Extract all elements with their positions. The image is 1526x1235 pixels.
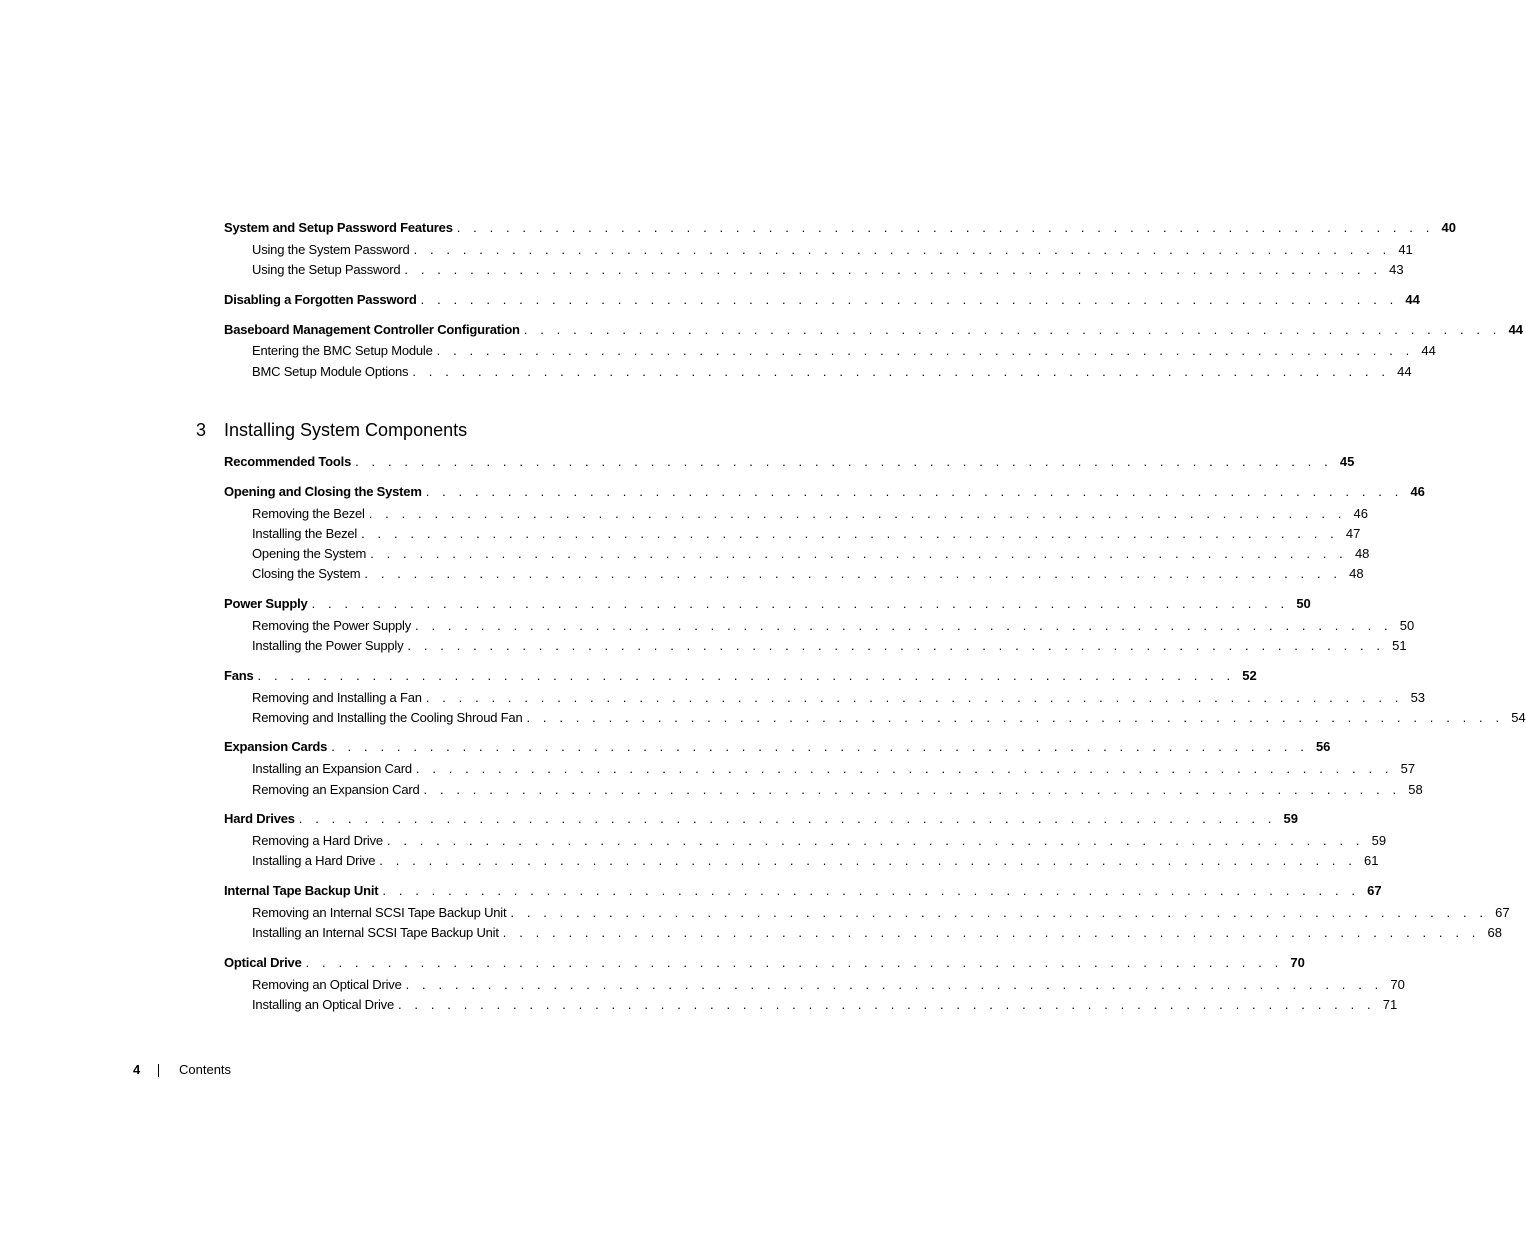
- toc-entry-title: Power Supply: [224, 596, 308, 611]
- chapter-title: Installing System Components: [224, 420, 468, 440]
- footer-label: Contents: [179, 1062, 232, 1077]
- toc-entry[interactable]: [252, 525, 1361, 543]
- toc-entry-page: 51: [1392, 638, 1407, 653]
- toc-entry-page: 68: [1487, 925, 1502, 940]
- toc-entry-page: 46: [1353, 506, 1368, 521]
- toc-entry-title: Removing the Power Supply: [252, 618, 412, 633]
- toc-entry-page: 44: [1508, 322, 1524, 337]
- toc-entry-title: Opening and Closing the System: [224, 484, 422, 499]
- footer-page-number: 4: [133, 1062, 141, 1077]
- dot-leader: . . . . . . . . . . . . . . . . . . . . . . . . . . . . . . . . . . . . . . . . . . . . . . . . . . . . . . . . . . . .: [456, 220, 1434, 235]
- dot-leader: . . . . . . . . . . . . . . . . . . . . . . . . . . . . . . . . . . . . . . . . . . . . . . . . . . . . . . . . . . . .: [331, 739, 1309, 754]
- dot-leader: . . . . . . . . . . . . . . . . . . . . . . . . . . . . . . . . . . . . . . . . . . . . . . . . . . . . . . . . . . . .: [423, 782, 1401, 797]
- toc-entry-page: 44: [1405, 292, 1420, 307]
- dot-leader: . . . . . . . . . . . . . . . . . . . . . . . . . . . . . . . . . . . . . . . . . . . . . . . . . . . . . . . . . . . .: [415, 618, 1393, 633]
- toc-entry-page: 67: [1495, 905, 1510, 920]
- toc-entry-page: 44: [1421, 343, 1436, 358]
- toc-entry-page: 57: [1400, 761, 1416, 776]
- toc-entry[interactable]: [252, 760, 1416, 778]
- dot-leader: . . . . . . . . . . . . . . . . . . . . . . . . . . . . . . . . . . . . . . . . . . . . . . . . . . . . . . . . . . . .: [379, 853, 1357, 868]
- dot-leader: . . . . . . . . . . . . . . . . . . . . . . . . . . . . . . . . . . . . . . . . . . . . . . . . . . . . . . . . . . . .: [407, 638, 1385, 653]
- dot-leader: . . . . . . . . . . . . . . . . . . . . . . . . . . . . . . . . . . . . . . . . . . . . . . . . . . . . . . . . . . . .: [404, 262, 1382, 277]
- toc-entry[interactable]: [224, 738, 1331, 756]
- toc-entry-title: Opening the System: [252, 546, 367, 561]
- toc-entry-page: 50: [1399, 618, 1415, 633]
- toc-entry[interactable]: [252, 852, 1379, 870]
- toc-entry-title: Entering the BMC Setup Module: [252, 343, 433, 358]
- toc-entry[interactable]: [224, 483, 1425, 501]
- dot-leader: . . . . . . . . . . . . . . . . . . . . . . . . . . . . . . . . . . . . . . . . . . . . . . . . . . . . . . . . . . . .: [523, 322, 1502, 337]
- toc-entry[interactable]: [252, 781, 1423, 799]
- toc-entry-title: Installing a Hard Drive: [252, 853, 376, 868]
- dot-leader: . . . . . . . . . . . . . . . . . . . . . . . . . . . . . . . . . . . . . . . . . . . . . . . . . . . . . . . . . . . .: [425, 690, 1404, 705]
- toc-entry-page: 44: [1397, 364, 1412, 379]
- dot-leader: . . . . . . . . . . . . . . . . . . . . . . . . . . . . . . . . . . . . . . . . . . . . . . . . . . . . . . . . . . . .: [370, 546, 1348, 561]
- toc-entry-page: 54: [1511, 710, 1526, 725]
- toc-entry[interactable]: [252, 545, 1370, 563]
- dot-leader: . . . . . . . . . . . . . . . . . . . . . . . . . . . . . . . . . . . . . . . . . . . . . . . . . . . . . . . . . . . .: [386, 833, 1365, 848]
- toc-entry-title: Using the Setup Password: [252, 262, 401, 277]
- toc-entry[interactable]: [252, 565, 1364, 583]
- toc-entry[interactable]: [252, 637, 1407, 655]
- toc-entry-title: Expansion Cards: [224, 739, 328, 754]
- dot-leader: . . . . . . . . . . . . . . . . . . . . . . . . . . . . . . . . . . . . . . . . . . . . . . . . . . . . . . . . . . . .: [415, 761, 1394, 776]
- dot-leader: . . . . . . . . . . . . . . . . . . . . . . . . . . . . . . . . . . . . . . . . . . . . . . . . . . . . . . . . . . . .: [413, 242, 1391, 257]
- toc-entry-page: 61: [1364, 853, 1379, 868]
- toc-entry[interactable]: [252, 342, 1436, 360]
- toc-entry-title: Installing an Internal SCSI Tape Backup Unit: [252, 925, 499, 940]
- dot-leader: . . . . . . . . . . . . . . . . . . . . . . . . . . . . . . . . . . . . . . . . . . . . . . . . . . . . . . . . . . . .: [361, 526, 1339, 541]
- toc-entry[interactable]: [224, 453, 1355, 471]
- toc-entry-page: 50: [1296, 596, 1311, 611]
- toc-entry[interactable]: [252, 505, 1368, 523]
- toc-entry[interactable]: [252, 832, 1387, 850]
- toc-entry-title: Removing an Internal SCSI Tape Backup Unit: [252, 905, 507, 920]
- footer-divider: [158, 1064, 159, 1077]
- toc-entry[interactable]: [224, 219, 1456, 237]
- toc-entry-page: 71: [1382, 997, 1398, 1012]
- dot-leader: . . . . . . . . . . . . . . . . . . . . . . . . . . . . . . . . . . . . . . . . . . . . . . . . . . . . . . . . . . . .: [355, 454, 1333, 469]
- dot-leader: . . . . . . . . . . . . . . . . . . . . . . . . . . . . . . . . . . . . . . . . . . . . . . . . . . . . . . . . . . . .: [502, 925, 1480, 940]
- toc-entry-title: Removing and Installing the Cooling Shroud Fan: [252, 710, 523, 725]
- toc-entry-title: System and Setup Password Features: [224, 220, 453, 235]
- toc-entry[interactable]: [252, 976, 1405, 994]
- toc-entry-title: Fans: [224, 668, 254, 683]
- toc-entry[interactable]: [252, 996, 1398, 1014]
- chapter-number: 3: [196, 420, 207, 440]
- toc-entry-page: 58: [1408, 782, 1423, 797]
- toc-entry-page: 70: [1290, 955, 1305, 970]
- toc-entry[interactable]: [224, 954, 1305, 972]
- toc-entry-page: 53: [1410, 690, 1426, 705]
- toc-entry-page: 59: [1371, 833, 1387, 848]
- toc-entry-title: Closing the System: [252, 566, 361, 581]
- toc-entry-title: Removing an Expansion Card: [252, 782, 420, 797]
- toc-entry-title: Hard Drives: [224, 811, 295, 826]
- toc-entry-page: 43: [1389, 262, 1404, 277]
- dot-leader: . . . . . . . . . . . . . . . . . . . . . . . . . . . . . . . . . . . . . . . . . . . . . . . . . . . . . . . . . . . .: [510, 905, 1488, 920]
- dot-leader: . . . . . . . . . . . . . . . . . . . . . . . . . . . . . . . . . . . . . . . . . . . . . . . . . . . . . . . . . . . .: [298, 811, 1276, 826]
- chapter-heading[interactable]: [196, 418, 467, 442]
- toc-entry-title: Removing an Optical Drive: [252, 977, 402, 992]
- toc-entry-title: Installing the Power Supply: [252, 638, 404, 653]
- dot-leader: . . . . . . . . . . . . . . . . . . . . . . . . . . . . . . . . . . . . . . . . . . . . . . . . . . . . . . . . . . . .: [368, 506, 1346, 521]
- toc-entry-page: 48: [1349, 566, 1364, 581]
- toc-entry[interactable]: [252, 241, 1413, 259]
- toc-entry-page: 45: [1339, 454, 1355, 469]
- toc-entry[interactable]: [224, 321, 1524, 339]
- toc-entry-title: Internal Tape Backup Unit: [224, 883, 379, 898]
- toc-entry[interactable]: [252, 689, 1426, 707]
- toc-entry-page: 56: [1315, 739, 1331, 754]
- toc-entry[interactable]: [252, 709, 1526, 727]
- toc-entry-title: Removing a Hard Drive: [252, 833, 383, 848]
- toc-entry-page: 48: [1354, 546, 1370, 561]
- toc-entry-page: 40: [1441, 220, 1456, 235]
- toc-entry[interactable]: [224, 595, 1311, 613]
- toc-entry-page: 41: [1398, 242, 1413, 257]
- dot-leader: . . . . . . . . . . . . . . . . . . . . . . . . . . . . . . . . . . . . . . . . . . . . . . . . . . . . . . . . . . . .: [405, 977, 1383, 992]
- toc-entry-page: 52: [1242, 668, 1257, 683]
- toc-entry-page: 70: [1390, 977, 1405, 992]
- dot-leader: . . . . . . . . . . . . . . . . . . . . . . . . . . . . . . . . . . . . . . . . . . . . . . . . . . . . . . . . . . . .: [420, 292, 1398, 307]
- dot-leader: . . . . . . . . . . . . . . . . . . . . . . . . . . . . . . . . . . . . . . . . . . . . . . . . . . . . . . . . . . . .: [305, 955, 1283, 970]
- toc-entry-title: BMC Setup Module Options: [252, 364, 409, 379]
- toc-entry-page: 67: [1367, 883, 1382, 898]
- toc-entry-title: Recommended Tools: [224, 454, 352, 469]
- toc-entry[interactable]: [224, 291, 1420, 309]
- toc-entry[interactable]: [252, 617, 1415, 635]
- toc-entry[interactable]: [252, 904, 1510, 922]
- dot-leader: . . . . . . . . . . . . . . . . . . . . . . . . . . . . . . . . . . . . . . . . . . . . . . . . . . . . . . . . . . . .: [412, 364, 1390, 379]
- toc-entry-title: Installing an Expansion Card: [252, 761, 412, 776]
- dot-leader: . . . . . . . . . . . . . . . . . . . . . . . . . . . . . . . . . . . . . . . . . . . . . . . . . . . . . . . . . . . .: [382, 883, 1360, 898]
- dot-leader: . . . . . . . . . . . . . . . . . . . . . . . . . . . . . . . . . . . . . . . . . . . . . . . . . . . . . . . . . . . .: [311, 596, 1289, 611]
- toc-entry-title: Installing an Optical Drive: [252, 997, 394, 1012]
- dot-leader: . . . . . . . . . . . . . . . . . . . . . . . . . . . . . . . . . . . . . . . . . . . . . . . . . . . . . . . . . . . .: [257, 668, 1235, 683]
- dot-leader: . . . . . . . . . . . . . . . . . . . . . . . . . . . . . . . . . . . . . . . . . . . . . . . . . . . . . . . . . . . .: [526, 710, 1504, 725]
- toc-entry-title: Baseboard Management Controller Configuration: [224, 322, 520, 337]
- toc-entry-title: Optical Drive: [224, 955, 302, 970]
- dot-leader: . . . . . . . . . . . . . . . . . . . . . . . . . . . . . . . . . . . . . . . . . . . . . . . . . . . . . . . . . . . .: [425, 484, 1403, 499]
- toc-entry-title: Removing the Bezel: [252, 506, 365, 521]
- toc-entry-page: 59: [1283, 811, 1298, 826]
- toc-entry-title: Using the System Password: [252, 242, 410, 257]
- toc-entry[interactable]: [252, 363, 1412, 381]
- toc-entry-title: Disabling a Forgotten Password: [224, 292, 417, 307]
- toc-entry[interactable]: [224, 882, 1382, 900]
- toc-entry-page: 47: [1345, 526, 1361, 541]
- dot-leader: . . . . . . . . . . . . . . . . . . . . . . . . . . . . . . . . . . . . . . . . . . . . . . . . . . . . . . . . . . . .: [398, 997, 1376, 1012]
- toc-entry-page: 46: [1410, 484, 1425, 499]
- toc-entry[interactable]: [252, 261, 1404, 279]
- toc-entry[interactable]: [252, 924, 1502, 942]
- toc-entry-title: Installing the Bezel: [252, 526, 358, 541]
- toc-entry[interactable]: [224, 667, 1257, 685]
- toc-entry-title: Removing and Installing a Fan: [252, 690, 422, 705]
- dot-leader: . . . . . . . . . . . . . . . . . . . . . . . . . . . . . . . . . . . . . . . . . . . . . . . . . . . . . . . . . . . .: [436, 343, 1414, 358]
- toc-entry[interactable]: [224, 810, 1298, 828]
- dot-leader: . . . . . . . . . . . . . . . . . . . . . . . . . . . . . . . . . . . . . . . . . . . . . . . . . . . . . . . . . . . .: [364, 566, 1342, 581]
